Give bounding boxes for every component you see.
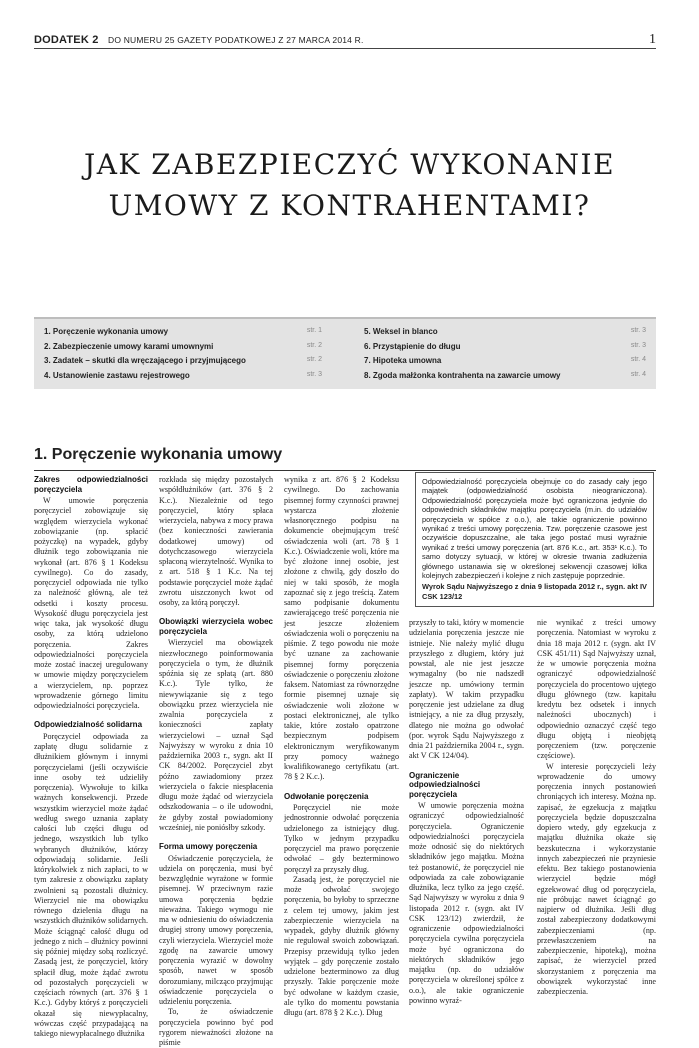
paragraph: wynika z art. 876 § 2 Kodeksu cywilnego. Do zachowania pisemnej formy czynności prawnej wystarcza złożenie własnoręcznego podpisu na dokumencie obejmującym treść oświadczenia woli (art. 78 § 1 K.c.). Oświadczenie woli, które ma być złożone innej osobie, jest złożone z chwilą, gdy doszło do niej w taki sposób, że mogła zapoznać się z jego treścią. Zatem samo podpisanie dokumentu zawierającego treść poręczenia nie jest jeszcze złożeniem oświadczenia woli o poręczeniu na piśmie. Z tego powodu nie może być uznane za zachowanie pisemnej formy poręczenia oświadczenie o poręczeniu złożone faksem. Natomiast za równorzędne formie pisemnej uznaje się oświadczenie woli złożone w postaci elektronicznej, ale tylko takie, które zostało opatrzone bezpiecznym podpisem elektronicznym weryfikowanym przy pomocy ważnego kwalifikowanego certyfikatu (art. 78 § 2 K.c.). xyxy=(284,475,399,782)
toc-item[interactable] xyxy=(44,356,322,371)
paragraph: Wierzyciel ma obowiązek niezwłocznego poinformowania poręczyciela o tym, że dłużnik spóźnia się ze spłatą (art. 880 K.c.). Tyle tylko, że niewywiązanie się z tego obowiązku przez wierzyciela nie zwalnia poręczyciela z konieczności zapłaty wierzycielowi – uznał Sąd Najwyższy w wyroku z dnia 10 października 2003 r., sygn. akt II CK 84/2002. Poręczyciel zbyt późno zawiadomiony przez wierzyciela o fakcie niespłacenia długu może żądać od wierzyciela odszkodowania – o ile udowodni, że gdyby został powiadomiony wcześniej, nie poniósłby szkody. xyxy=(159,638,273,832)
issue-label: DODATEK 2 xyxy=(34,34,99,46)
toc-item-label: 8. Zgoda małżonka kontrahenta na zawarcie umowy xyxy=(364,370,561,380)
header-divider xyxy=(34,48,656,49)
toc-item-label: 4. Ustanowienie zastawu rejestrowego xyxy=(44,370,190,380)
toc-item-label: 6. Przystąpienie do długu xyxy=(364,341,461,351)
paragraph: Poręczyciel odpowiada za zapłatę długu solidarnie z dłużnikiem głównym i innymi poręczycielami (jeśli oczywiście inne osoby też udzieliły poręczenia). Wywołuje to kilka ważnych konsekwencji. Przede wszystkim wierzyciel może żądać według swego uznania zapłaty całości lub części długu od jednego, wszystkich lub tylko wybranych dłużników, którzy odpowiadają solidarnie. Jeśli którykolwiek z nich zapłaci, to w tym zakresie z obowiązku zapłaty zwolnieni są pozostali dłużnicy. Wierzyciel nie ma obowiązku równego dzielenia długu na wszystkich dłużników solidarnych. Może ściągnąć całość długu od jednego z nich – dłużnicy powinni się później między sobą rozliczyć. Zasadą jest, że poręczyciel, który spłacił dług, może żądać zwrotu od pozostałych poręczycieli w częściach równych (art. 376 § 1 K.c.). Gdyby któryś z poręczycieli okazał się niewypłacalny, wówczas część przypadającą na takiego niewypłacalnego dłużnika xyxy=(34,731,148,1038)
toc-item-label: 3. Zadatek – skutki dla wręczającego i przyjmującego xyxy=(44,356,246,365)
subheading: Odwołanie poręczenia xyxy=(284,791,369,801)
ruling-source: Wyrok Sądu Najwyższego z dnia 9 listopada 2012 r., sygn. akt IV CSK 123/12 xyxy=(422,582,647,601)
paragraph: Oświadczenie poręczyciela, że udziela on poręczenia, musi być bezwzględnie wyrażone w formie pisemnej. W przeciwnym razie umowa poręczenia będzie nieważna. Takiego wymogu nie ma w odniesieniu do oświadczenia drugiej strony umowy poręczenia, czyli wierzyciela. Wierzyciel może zgodę na zawarcie umowy poręczenia wyrazić w dowolny sposób, nawet w sposób dorozumiany, milcząco przyjmując oświadczenie poręczyciela o udzieleniu poręczenia. xyxy=(159,853,273,1006)
toc-item-page: str. 3 xyxy=(306,370,322,378)
page-number: 1 xyxy=(649,32,656,47)
toc-item[interactable] xyxy=(44,342,322,357)
subheading: Odpowiedzialność solidarna xyxy=(34,720,143,730)
toc-item-page: str. 3 xyxy=(630,341,646,349)
text-column-4 xyxy=(409,618,524,1006)
toc-item[interactable] xyxy=(44,371,322,386)
toc-item-page: str. 3 xyxy=(630,327,646,334)
table-of-contents xyxy=(34,317,656,389)
toc-item-label: 5. Weksel in blanco xyxy=(364,327,438,336)
toc-item-page: str. 4 xyxy=(630,356,646,363)
paragraph: Zasadą jest, że poręczyciel nie może odwołać swojego poręczenia, bo byłoby to sprzeczne z celem tej umowy, jakim jest zabezpieczenie wierzyciela na wypadek, gdyby dłużnik główny nie regulował swoich zobowiązań. Przepisy przewidują tylko jeden wyjątek – gdy poręczenie zostało udzielone bezterminowo za dług przyszły. Takie poręczenie może być odwołane w każdym czasie, ale tylko do momentu powstania długu (art. 878 § 2 K.c.). Dług xyxy=(284,874,399,1017)
toc-item-page: str. 1 xyxy=(306,327,322,334)
toc-column-right xyxy=(364,327,646,385)
toc-item[interactable] xyxy=(364,327,646,342)
toc-item[interactable] xyxy=(44,327,322,342)
toc-item[interactable] xyxy=(364,356,646,371)
toc-item-label: 2. Zabezpieczenie umowy karami umownymi xyxy=(44,341,214,351)
title-line-2: UMOWY Z KONTRAHENTAMI? xyxy=(108,189,591,222)
toc-item-label: 1. Poręczenie wykonania umowy xyxy=(44,327,169,336)
paragraph: Poręczyciel nie może jednostronnie odwołać poręczenia udzielonego za istniejący dług. Tylko w jednym przypadku poręczyciel ma prawo poręczenie odwołać – gdy bezterminowo poręczył za przyszły dług. xyxy=(284,803,399,874)
toc-item[interactable] xyxy=(364,342,646,357)
toc-item-page: str. 4 xyxy=(630,370,646,378)
section-divider xyxy=(34,470,656,471)
text-column-3 xyxy=(284,475,399,1018)
toc-item-label: 7. Hipoteka umowna xyxy=(364,356,442,365)
subheading: Ograniczenie odpowiedzialności poręczyciela xyxy=(409,770,481,799)
paragraph: rozkłada się między pozostałych współdłużników (art. 376 § 2 K.c.). Niezależnie od tego poręczyciel, który spłaca wierzyciela, nabywa z mocy prawa (bez konieczności zawierania dodatkowej umowy) od dotychczasowego wierzyciela spłaconą wierzytelność. Wynika to z art. 518 § 1 K.c. Na tej podstawie poręczyciel może żądać zwrotu uiszczonych kwot od osoby, za którą poręczył. xyxy=(159,475,273,607)
text-column-1 xyxy=(34,475,148,1039)
paragraph: To, że oświadczenie poręczyciela powinno być pod rygorem nieważności złożone na piśmie xyxy=(159,1007,273,1047)
toc-item[interactable] xyxy=(364,371,646,386)
paragraph: W interesie poręczycieli leży wprowadzenie do umowy poręczenia innych postanowień chroniących ich interesy. Można np. zapisać, że egzekucja z majątku poręczyciela będzie dopuszczalna dopiero wtedy, gdy egzekucja z majątku dłużnika okaże się bezskuteczna i wykorzystanie innych zabezpieczeń nie przyniesie efektu. Bez takiego postanowienia wierzyciel będzie mógł egzekwować dług od poręczyciela, nie próbując nawet ściągnąć go najpierw od dłużnika. Jeśli dług został zabezpieczony dodatkowymi zabezpieczeniami (np. przewłaszczeniem na zabezpieczenie, hipoteką), można zapisać, że wierzyciel przed skorzystaniem z poręczenia ma obowiązek wykorzystać inne zabezpieczenia. xyxy=(537,761,656,996)
issue-description: DO NUMERU 25 GAZETY PODATKOWEJ Z 27 MARCA 2014 R. xyxy=(108,35,364,45)
paragraph: W umowie poręczenia poręczyciel zobowiązuje się względem wierzyciela wykonać zobowiązanie (np. spłacić pożyczkę) na wypadek, gdyby dłużnik tego zobowiązania nie wykonał (art. 876 § 1 Kodeksu cywilnego). Co do zasady, poręczyciel odpowiada nie tylko za należność główną, ale też odsetki i koszty procesu. Wysokość długu poręczyciela jest więc taka, jak wysokość długu osoby, za którą udzielono poręczenia. Zakres odpowiedzialności poręczyciela może zostać inaczej uregulowany w umowie między poręczycielem a wierzycielem, np. poprzez wprowadzenie górnego limitu odpowiedzialności poręczyciela. xyxy=(34,496,148,710)
toc-column-left xyxy=(44,327,322,385)
text-column-2 xyxy=(159,475,273,1048)
ruling-text: Odpowiedzialność poręczyciela obejmuje co do zasady cały jego majątek (odpowiedzialność osobista nieograniczona). Odpowiedzialność poręczyciela może być ograniczona jedynie do odpowiednich składników majątku poręczyciela (m.in. do udziałów poręczyciela w spółce z o.o.), ale takie ograniczenie powinno wynikać z treści umowy poręczenia. Tzw. poręczenie czasowe jest oczywiście dopuszczalne, ale taka jego postać musi wyraźnie wynikać z treści umowy poręczenia (art. 876 K.c., art. 353¹ K.c.). To samo dotyczy sytuacji, w której w okresie trwania zadłużenia głównego ustanawia się w określonej sekwencji czasowej kilka kolejnych zabezpieczeń i kolejne z nich zastępuje poprzednie. xyxy=(422,477,647,581)
toc-item-page: str. 2 xyxy=(306,341,322,349)
text-column-5 xyxy=(537,618,656,997)
subheading: Forma umowy poręczenia xyxy=(159,842,258,851)
court-ruling-box xyxy=(415,472,654,607)
paragraph: nie wynikać z treści umowy poręczenia. Natomiast w wyroku z dnia 18 maja 2012 r. (sygn. akt IV CSK 451/11) Sąd Najwyższy uznał, że w umowie poręczenia można ograniczyć odpowiedzialność poręczyciela do procentowo ujętego długu głównego (tzw. kapitału kredytu bez odsetek i innych należności ubocznych) i odpowiednio oznaczyć część tego długu objętą i nieobjętą poręczeniem (tzw. poręczenie częściowe). xyxy=(537,618,656,761)
title-line-1: JAK ZABEZPIECZYĆ WYKONANIE xyxy=(83,148,616,181)
paragraph: W umowie poręczenia można ograniczyć odpowiedzialność poręczyciela. Ograniczenie odpowiedzialności poręczyciela może odnosić się do niektórych składników jego majątku. Można też postanowić, że poręczyciel nie odpowiada za całe zobowiązanie dłużnika, lecz tylko za jego część. Sąd Najwyższy w wyroku z dnia 9 listopada 2012 r. (sygn. akt IV CSK 123/12) zwierdził, że ograniczenie odpowiedzialności poręczyciela cywilna poręczyciela może być ograniczona do niektórych składników jego majątku (np. do udziałów poręczyciela w określonej spółce z o.o.), ale takie ograniczenie powinno wyraź- xyxy=(409,801,524,1005)
subheading: Obowiązki wierzyciela wobec poręczyciela xyxy=(159,617,273,636)
subheading: Zakres odpowiedzialności poręczyciela xyxy=(34,475,148,494)
toc-item-page: str. 2 xyxy=(306,356,322,363)
section-title: 1. Poręczenie wykonania umowy xyxy=(34,446,283,463)
paragraph: przyszły to taki, który w momencie udzielania poręczenia jeszcze nie istnieje. Nie należy mylić długu przyszłego z długiem, który już powstał, ale nie jest jeszcze wymagalny (bo nie nadszedł jeszcze np. umówiony termin zapłaty). W takim przypadku poręczenie jest udzielane za dług istniejący, a nie za dług przyszły, dlatego nie można go odwołać (por. wyrok Sądu Najwyższego z dnia 21 października 2004 r., sygn. akt V CK 124/04). xyxy=(409,618,524,761)
page-title xyxy=(0,144,699,226)
